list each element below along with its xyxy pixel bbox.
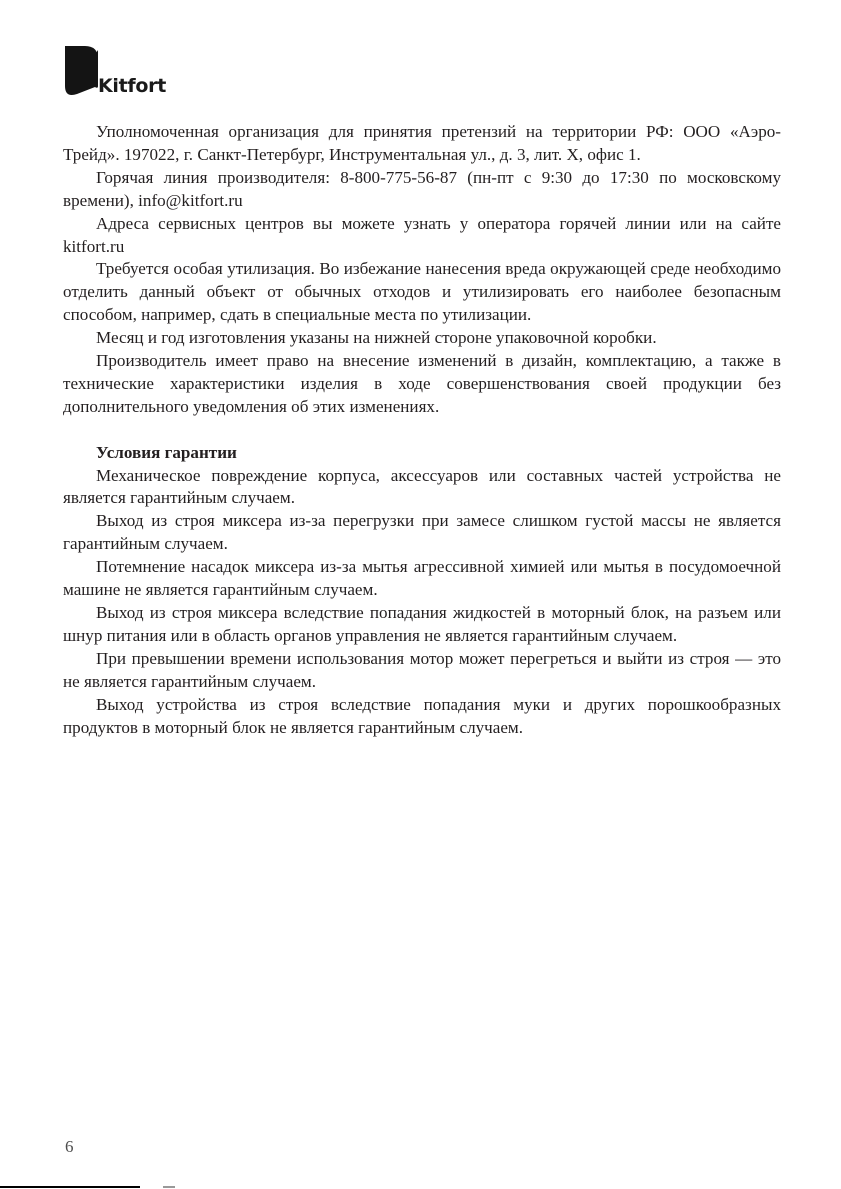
document-body [63,121,781,739]
warranty-paragraph-powder: Выход устройства из строя вследствие попадания муки и других порошкообразных продуктов в моторный блок не является гарантийным случаем. [63,694,781,737]
warranty-heading: Условия гарантии [96,442,237,462]
warranty-paragraph-overheating: При превышении времени использования мотор может перегреться и выйти из строя — это не является гарантийным случаем. [63,648,781,691]
paragraph-authorized-organization: Уполномоченная организация для принятия претензий на территории РФ: ООО «Аэро-Трейд». 197022, г. Санкт-Петербург, Инструментальная ул., д. 3, лит. Х, офис 1. [63,122,781,164]
paragraph-hotline: Горячая линия производителя: 8-800-775-56-87 (пн-пт с 9:30 до 17:30 по московскому времени), info@kitfort.ru [63,167,781,210]
warranty-paragraph-mechanical-damage: Механическое повреждение корпуса, аксессуаров или составных частей устройства не является гарантийным случаем. [63,465,781,508]
paragraph-disposal: Требуется особая утилизация. Во избежание нанесения вреда окружающей среде необходимо отделить данный объект от обычных отходов и утилизировать его наиболее безопасным способом, например, сдать в специальные места по утилизации. [63,259,781,325]
warranty-paragraph-overload: Выход из строя миксера из-за перегрузки при замесе слишком густой массы не является гарантийным случаем. [63,511,781,554]
bottom-rule [0,1186,140,1188]
warranty-paragraph-darkening: Потемнение насадок миксера из-за мытья агрессивной химией или мытья в посудомоечной машине не является гарантийным случаем. [63,557,781,600]
warranty-paragraph-liquids: Выход из строя миксера вследствие попадания жидкостей в моторный блок, на разъем или шнур питания или в область органов управления не является гарантийным случаем. [63,603,781,645]
bottom-mark [163,1186,175,1188]
kitfort-logo-icon [65,46,99,98]
paragraph-manufacturer-rights: Производитель имеет право на внесение изменений в дизайн, комплектацию, а также в технические характеристики изделия в ходе совершенствования своей продукции без дополнительного уведомления об этих изменениях. [63,351,781,416]
paragraph-manufacture-date: Месяц и год изготовления указаны на нижней стороне упаковочной коробки. [96,328,657,348]
page-number: 6 [65,1137,74,1156]
paragraph-service-centers: Адреса сервисных центров вы можете узнать у оператора горячей линии или на сайте kitfort.ru [63,213,781,256]
brand-logo [65,46,166,98]
brand-name: Kitfort [98,75,166,97]
